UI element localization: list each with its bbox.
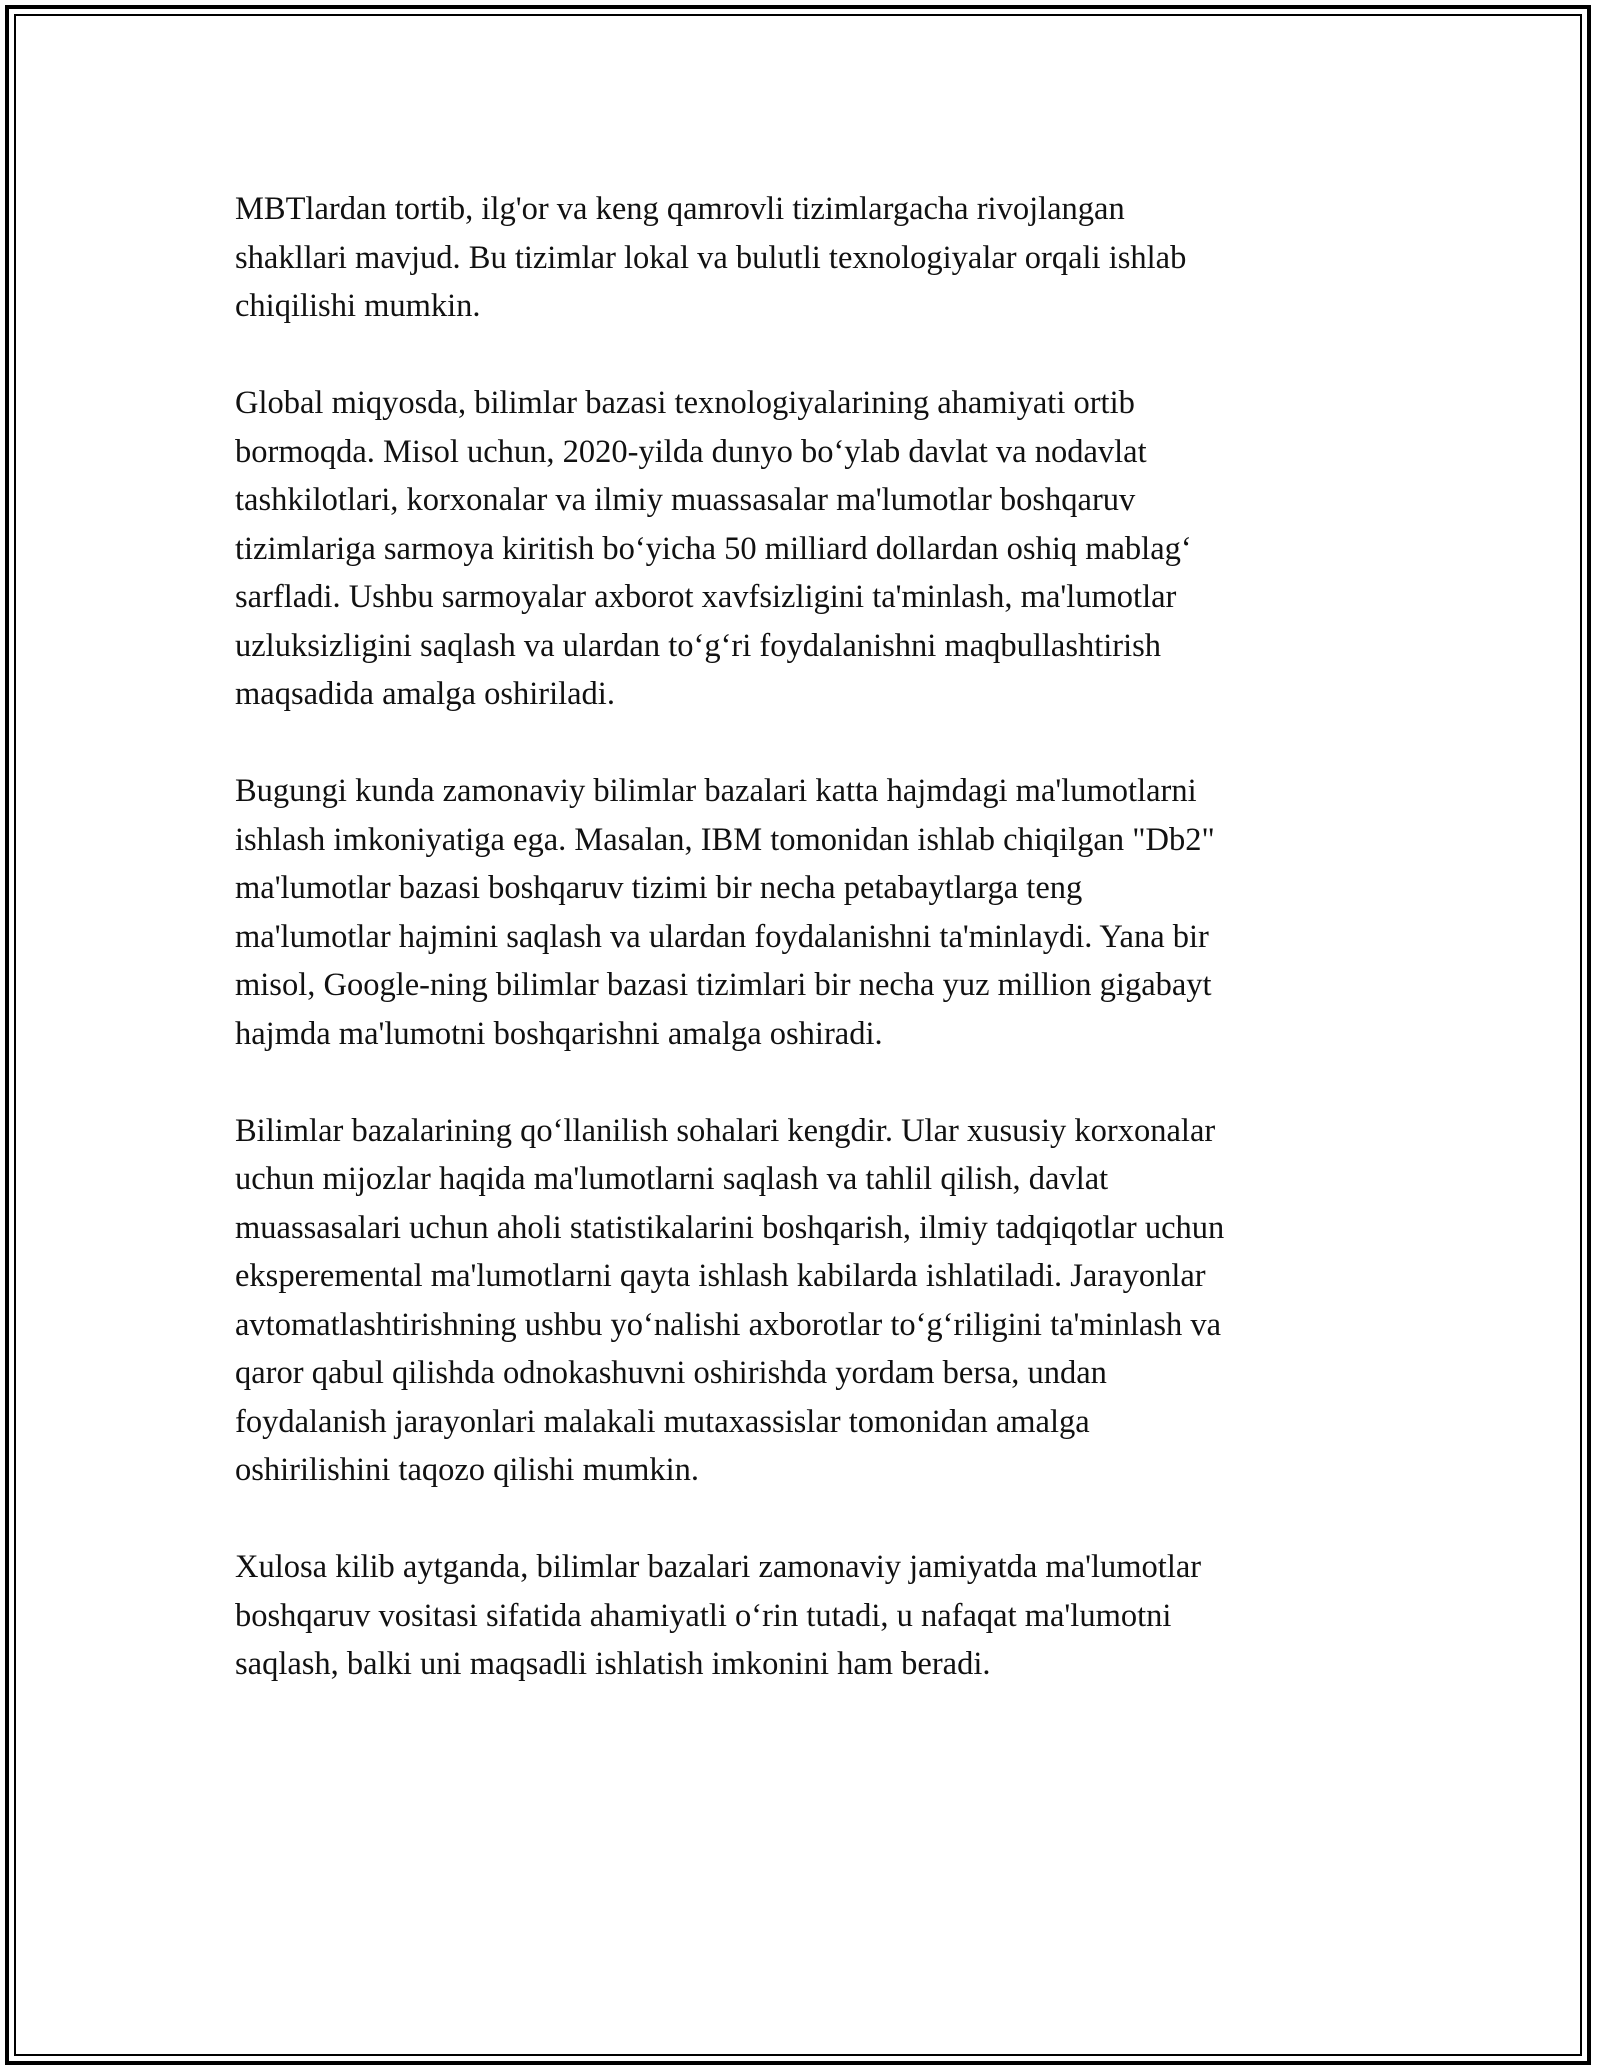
text-line: sarfladi. Ushbu sarmoyalar axborot xavfsizligini ta'minlash, ma'lumotlar [235,579,1177,615]
text-line: chiqilishi mumkin. [235,288,481,324]
text-line: MBTlardan tortib, ilg'or va keng qamrovli tizimlargacha rivojlangan [235,191,1125,227]
text-line: tashkilotlari, korxonalar va ilmiy muassasalar ma'lumotlar boshqaruv [235,482,1136,518]
text-line: Bugungi kunda zamonaviy bilimlar bazalari katta hajmdagi ma'lumotlarni [235,773,1197,809]
paragraph-4 [235,1107,1365,1495]
text-line: maqsadida amalga oshiriladi. [235,676,615,712]
paragraph-2 [235,379,1365,719]
text-line: uchun mijozlar haqida ma'lumotlarni saqlash va tahlil qilish, davlat [235,1161,1109,1197]
text-line: Xulosa kilib aytganda, bilimlar bazalari zamonaviy jamiyatda ma'lumotlar [235,1549,1202,1585]
text-line: Global miqyosda, bilimlar bazasi texnologiyalarining ahamiyati ortib [235,385,1135,421]
text-line: Bilimlar bazalarining qo‘llanilish sohalari kengdir. Ular xususiy korxonalar [235,1112,1216,1149]
text-line: misol, Google-ning bilimlar bazasi tizimlari bir necha yuz million gigabayt [235,967,1212,1003]
text-line: oshirilishini taqozo qilishi mumkin. [235,1452,700,1488]
text-line: tizimlariga sarmoya kiritish bo‘yicha 50 milliard dollardan oshiq mablag‘ [235,530,1192,567]
text-line: foydalanish jarayonlari malakali mutaxassislar tomonidan amalga [235,1403,1090,1440]
text-line: qaror qabul qilishda odnokashuvni oshirishda yordam bersa, undan [235,1355,1107,1391]
text-line: avtomatlashtirishning ushbu yo‘nalishi axborotlar to‘g‘riligini ta'minlash va [235,1306,1222,1343]
text-line: shakllari mavjud. Bu tizimlar lokal va bulutli texnologiyalar orqali ishlab [235,239,1187,276]
paragraph-5 [235,1543,1365,1689]
text-line: ma'lumotlar hajmini saqlash va ulardan foydalanishni ta'minlaydi. Yana bir [235,918,1209,955]
paragraph-1 [235,185,1365,331]
text-line: hajmda ma'lumotni boshqarishni amalga oshiradi. [235,1015,883,1052]
text-line: bormoqda. Misol uchun, 2020-yilda dunyo bo‘ylab davlat va nodavlat [235,433,1147,470]
text-line: eksperemental ma'lumotlarni qayta ishlash kabilarda ishlatiladi. Jarayonlar [235,1258,1206,1294]
text-line: muassasalari uchun aholi statistikalarini boshqarish, ilmiy tadqiqotlar uchun [235,1209,1225,1246]
paragraph-3 [235,767,1365,1058]
document-body [235,185,1365,1737]
text-line: ma'lumotlar bazasi boshqaruv tizimi bir necha petabaytlarga teng [235,870,1083,906]
text-line: boshqaruv vositasi sifatida ahamiyatli o‘rin tutadi, u nafaqat ma'lumotni [235,1597,1172,1634]
text-line: saqlash, balki uni maqsadli ishlatish imkonini ham beradi. [235,1646,991,1682]
text-line: ishlash imkoniyatiga ega. Masalan, IBM tomonidan ishlab chiqilgan "Db2" [235,821,1215,858]
text-line: uzluksizligini saqlash va ulardan to‘g‘ri foydalanishni maqbullashtirish [235,627,1162,664]
